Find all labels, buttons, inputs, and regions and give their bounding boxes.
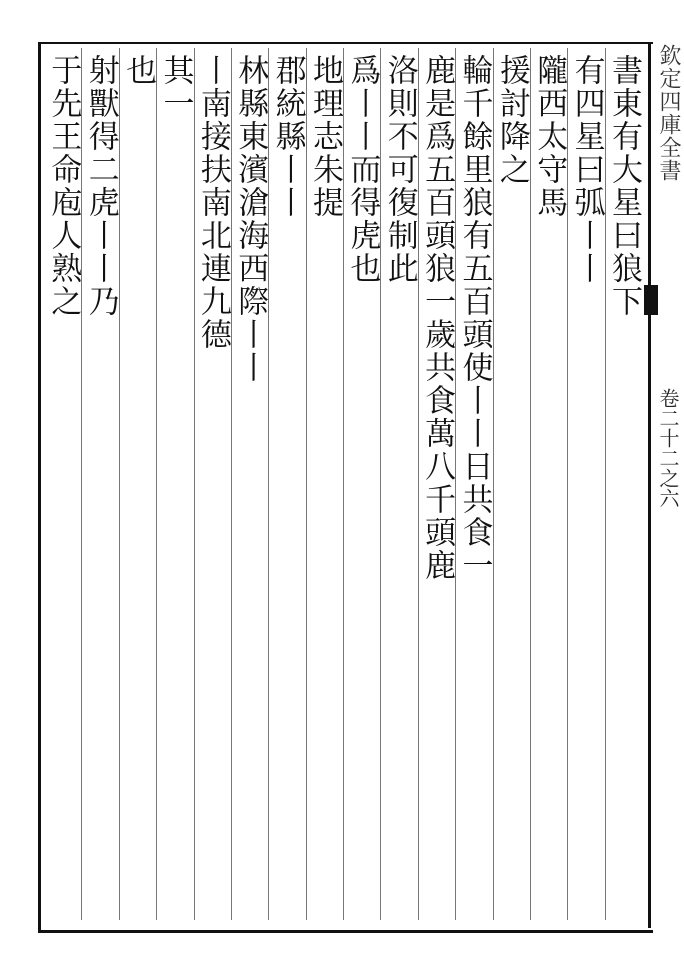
spine-title: 欽定四庫全書	[656, 44, 681, 182]
text-column: 書東有大星曰狼下	[605, 48, 642, 920]
text-column: 鹿是爲五百頭狼一歲共食萬八千頭鹿	[418, 48, 455, 920]
text-column: 輪千餘里狼有五百頭使丨丨日共食一	[455, 48, 492, 920]
text-column: 郡統縣丨丨	[268, 48, 305, 920]
text-column: 洛則不可復制此	[380, 48, 417, 920]
fish-tail-mark	[644, 285, 658, 315]
text-column: 于先王命庖人熟之	[45, 54, 82, 318]
fold-line	[648, 42, 651, 928]
text-column: 其一	[156, 48, 193, 920]
text-column: 隴西太守馬	[530, 48, 567, 920]
text-column: 林縣東濱滄海西際丨丨	[231, 48, 268, 920]
text-column: 射獸得二虎丨丨乃	[81, 48, 118, 920]
text-column: 丨南接扶南北連九德	[194, 48, 231, 920]
spine-volume: 卷二十二之六	[656, 388, 680, 508]
text-column: 地理志朱提	[306, 48, 343, 920]
text-column: 有四星曰弧丨丨	[567, 48, 604, 920]
text-column: 也	[119, 48, 156, 920]
text-column: 援討降之	[493, 48, 530, 920]
text-column: 爲丨丨而得虎也	[343, 48, 380, 920]
text-body	[44, 48, 642, 920]
